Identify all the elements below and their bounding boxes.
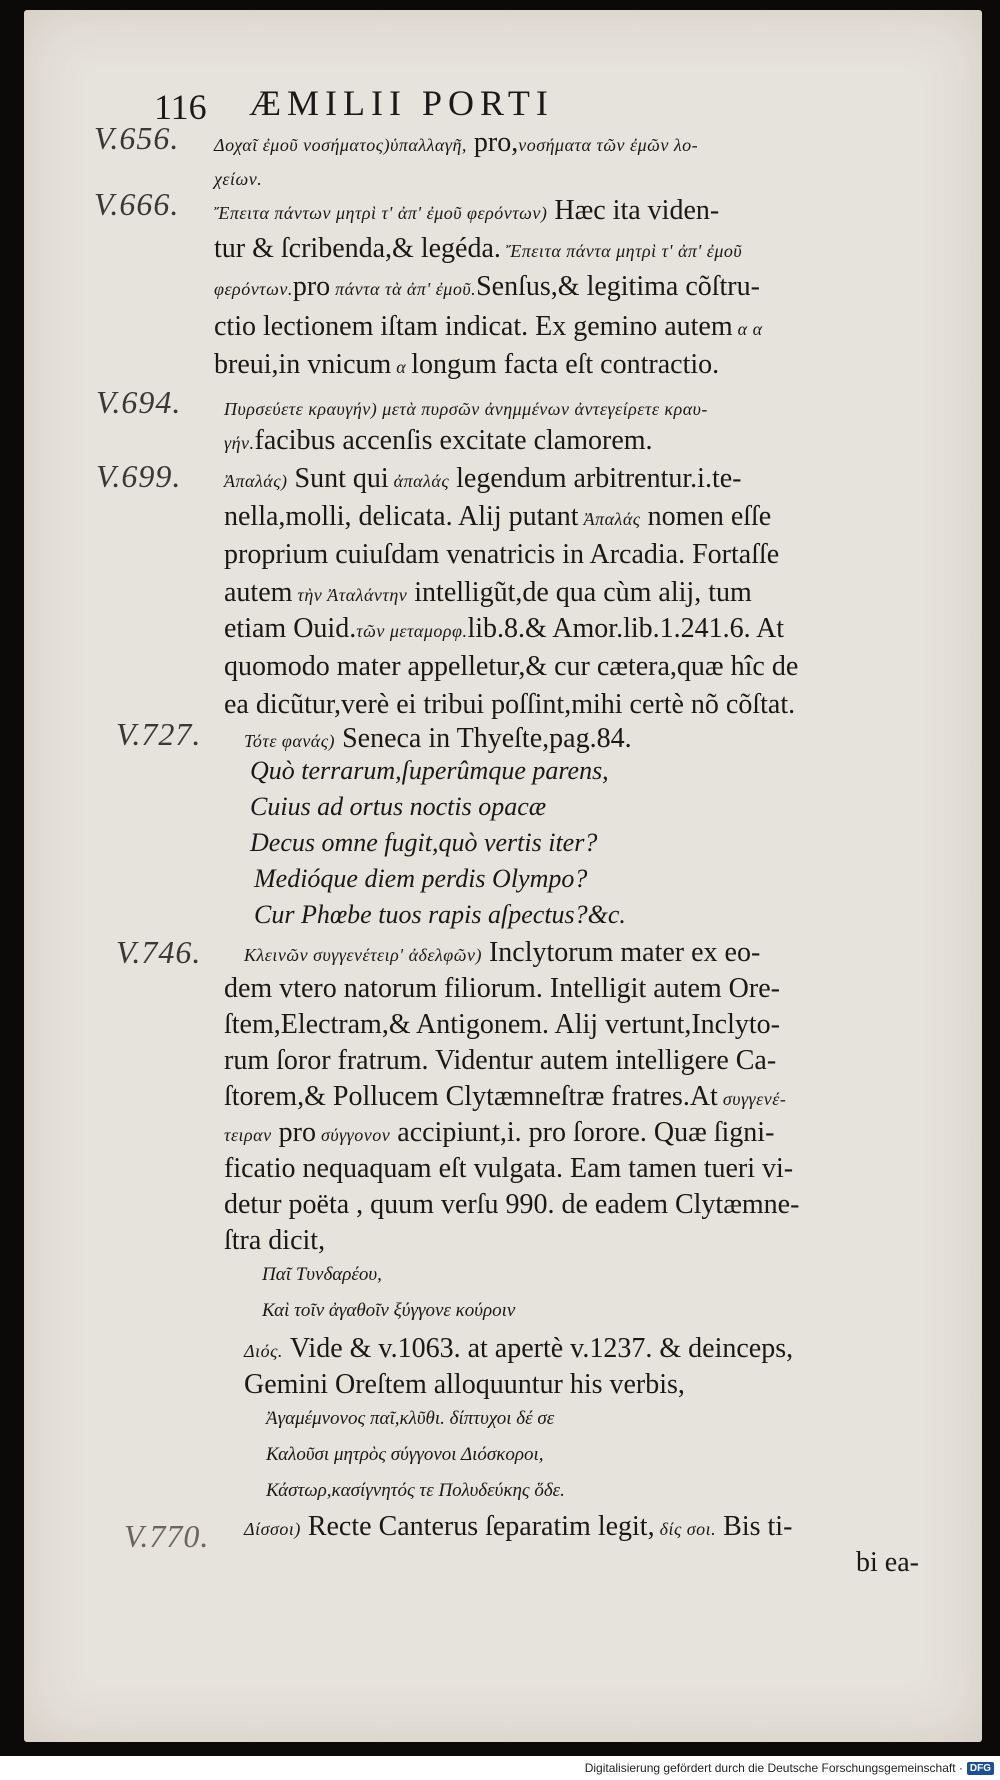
book-page — [24, 10, 982, 1742]
greek-quote-line: Παῖ Τυνδαρέου, — [262, 1264, 382, 1285]
text-line: nella,molli, delicata. Alij putant Ἀπαλάς nomen eſſe — [224, 501, 772, 532]
text-line: Δίσσοι) Recte Canterus ſeparatim legit, δίς σοι. Bis ti- — [244, 1511, 793, 1542]
text-line: Ἀπαλάς) Sunt qui ἀπαλάς legendum arbitrentur.i.te- — [224, 463, 742, 494]
verse-label: V.694. — [96, 384, 182, 420]
credit-text: Digitalisierung gefördert durch die Deutsche Forschungsgemeinschaft · — [584, 1761, 963, 1775]
text-line: Πυρσεύετε κραυγήν) μετὰ πυρσῶν ἀνημμένων ἀντεγείρετε κραυ- — [224, 399, 708, 419]
text-line: rum ſoror fratrum. Videntur autem intelligere Ca- — [224, 1045, 777, 1076]
digitization-credit — [0, 1756, 1000, 1780]
greek-quote-line: Καὶ τοῖν ἀγαθοῖν ξύγγονε κούροιν — [262, 1300, 516, 1321]
quote-line: Decus omne fugit,quò vertis iter? — [250, 828, 598, 857]
text-line: Διός. Vide & v.1063. at apertè v.1237. & deinceps, — [244, 1333, 794, 1364]
text-line: breui,in vnicum α longum facta eſt contractio. — [214, 349, 720, 380]
running-title: ÆMILII PORTI — [249, 83, 554, 123]
text-line: ſtorem,& Pollucem Clytæmneſtræ fratres.At συγγενέ- — [224, 1081, 787, 1112]
catchword: bi ea- — [856, 1547, 919, 1578]
text-line: ctio lectionem iſtam indicat. Ex gemino autem α α — [214, 311, 763, 342]
text-line: ea dicũtur,verè ei tribui poſſint,mihi certè nõ cõſtat. — [224, 689, 796, 720]
text-line: φερόντων.pro πάντα τὰ ἀπ' ἐμοῦ.Senſus,& legitima cõſtru- — [214, 271, 760, 302]
verse-label: V.656. — [94, 120, 180, 156]
verse-label: V.666. — [94, 186, 180, 222]
text-line: tur & ſcribenda,& legéda. Ἔπειτα πάντα μητρὶ τ' ἀπ' ἐμοῦ — [214, 233, 743, 264]
text-line: proprium cuiuſdam venatricis in Arcadia. Fortaſſe — [224, 539, 780, 570]
text-line: τειραν pro σύγγονον accipiunt,i. pro ſorore. Quæ ſigni- — [224, 1117, 775, 1148]
verse-label: V.727. — [116, 716, 202, 752]
dfg-logo: DFG — [967, 1762, 994, 1775]
text-line: etiam Ouid.τῶν μεταμορφ.lib.8.& Amor.lib.1.241.6. At — [224, 613, 785, 644]
text-line: quomodo mater appelletur,& cur cætera,quæ hîc de — [224, 651, 799, 682]
text-line: Ἔπειτα πάντων μητρὶ τ' ἀπ' ἐμοῦ φερόντων) Hæc ita viden- — [214, 195, 720, 226]
text-line: ſtra dicit, — [224, 1225, 326, 1256]
greek-quote-line: Καλοῦσι μητρὸς σύγγονοι Διόσκοροι, — [266, 1444, 544, 1465]
text-line: Κλεινῶν συγγενέτειρ' ἀδελφῶν) Inclytorum mater ex eo- — [244, 937, 761, 968]
quote-line: Cuius ad ortus noctis opacæ — [250, 792, 547, 821]
verse-label: V.746. — [116, 934, 202, 970]
text-line: dem vtero natorum filiorum. Intelligit autem Ore- — [224, 973, 780, 1004]
page-number: 116 — [154, 87, 207, 127]
quote-line: Cur Phœbe tuos rapis aſpectus?&c. — [254, 900, 626, 929]
quote-line: Medióque diem perdis Olympo? — [254, 864, 588, 893]
text-line: χείων. — [214, 169, 263, 189]
text-line: ſtem,Electram,& Antigonem. Alij vertunt,Inclyto- — [224, 1009, 780, 1040]
text-line: ficatio nequaquam eſt vulgata. Eam tamen tueri vi- — [224, 1153, 794, 1184]
text-line: Τότε φανάς) Seneca in Thyeſte,pag.84. — [244, 723, 632, 754]
text-line: autem τὴν Ἀταλάντην intelligũt,de qua cùm alij, tum — [224, 577, 752, 608]
greek-quote-line: Κάστωρ,κασίγνητός τε Πολυδεύκης ὅδε. — [266, 1480, 565, 1501]
quote-line: Quò terrarum,ſuperûmque parens, — [250, 756, 609, 785]
running-header — [154, 82, 854, 128]
text-line: γήν.facibus accenſis excitate clamorem. — [224, 425, 653, 456]
text-line: Δοχαῖ ἐμοῦ νοσήματος)ὑπαλλαγῆ, pro,νοσήματα τῶν ἐμῶν λο- — [214, 127, 699, 158]
verse-label: V.699. — [96, 458, 182, 494]
text-line: Gemini Oreſtem alloquuntur his verbis, — [244, 1369, 685, 1400]
text-line: detur poëta , quum verſu 990. de eadem Clytæmne- — [224, 1189, 800, 1220]
verse-label: V.770. — [124, 1518, 210, 1554]
greek-quote-line: Ἀγαμέμνονος παῖ,κλῦθι. δίπτυχοι δέ σε — [266, 1408, 555, 1429]
